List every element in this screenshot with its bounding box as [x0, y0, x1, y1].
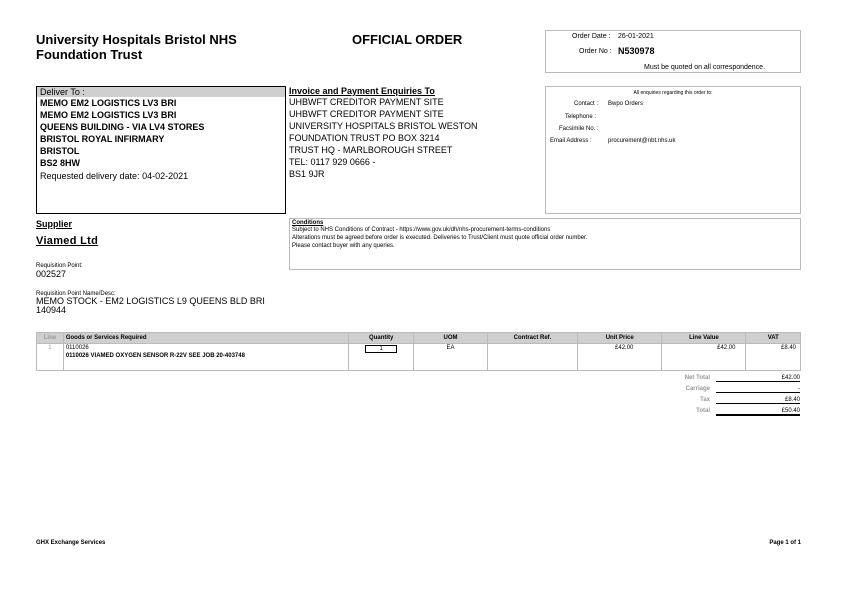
- total-value: £50.40: [716, 408, 800, 416]
- quote-note: Must be quoted on all correspondence.: [644, 64, 766, 71]
- col-unit-price: Unit Price: [578, 333, 662, 344]
- total-label: Total: [696, 408, 710, 414]
- table-header-row: [37, 333, 801, 344]
- order-info-box: [545, 30, 801, 73]
- net-total-label: Net Total: [684, 375, 710, 381]
- conditions-line: Please contact buyer with any queries.: [292, 243, 395, 249]
- conditions-box: [289, 218, 801, 270]
- net-total-value: £42.00: [716, 375, 800, 382]
- email-value: procurement@nbt.nhs.uk: [608, 138, 676, 144]
- conditions-heading: Conditions: [292, 220, 324, 226]
- enquiries-box: [545, 86, 801, 214]
- requisition-name-value: [36, 297, 265, 315]
- requisition-name-label: Requisition Point Name/Desc:: [36, 291, 116, 297]
- conditions-line: Alterations must be agreed before order is executed. Deliveries to Trust/Client must quote official order number.: [292, 235, 588, 241]
- item-code: 0110026: [65, 345, 89, 351]
- page-number: Page 1 of 1: [769, 540, 801, 546]
- tax-value: £8.40: [716, 397, 800, 404]
- deliver-line: BRISTOL: [40, 146, 80, 156]
- col-line: Line: [37, 333, 64, 344]
- deliver-address: [37, 97, 285, 169]
- supplier-name: Viamed Ltd: [36, 235, 99, 247]
- requisition-name-line1: MEMO STOCK - EM2 LOGISTICS L9 QUEENS BLD BRI: [36, 296, 265, 306]
- order-no-label: Order No :: [579, 48, 612, 55]
- organisation-name: [36, 32, 326, 62]
- deliver-line: MEMO EM2 LOGISTICS LV3 BRI: [40, 110, 177, 120]
- quantity-value: 1: [365, 345, 397, 353]
- invoice-enquiries: [289, 86, 545, 180]
- invoice-line: TEL: 0117 929 0666 -: [289, 157, 376, 167]
- order-date-label: Order Date :: [572, 33, 611, 40]
- invoice-line: UNIVERSITY HOSPITALS BRISTOL WESTON: [289, 121, 478, 131]
- cell-goods: [63, 344, 349, 371]
- requisition-name-line2: 140944: [36, 305, 67, 315]
- col-quantity: Quantity: [349, 333, 414, 344]
- cell-unit-price: £42.00: [578, 344, 662, 371]
- cell-line-value: £42.00: [662, 344, 746, 371]
- cell-contract: [488, 344, 578, 371]
- requisition-point-label: Requisition Point:: [36, 263, 83, 269]
- contact-value: Bwpo Orders: [608, 101, 644, 107]
- invoice-line: BS1 9JR: [289, 169, 325, 179]
- col-goods: Goods or Services Required: [63, 333, 349, 344]
- org-name-line1: University Hospitals Bristol NHS: [36, 32, 237, 47]
- order-no-value: N530978: [618, 46, 655, 56]
- col-contract: Contract Ref.: [488, 333, 578, 344]
- cell-quantity: [349, 344, 414, 371]
- email-label: Email Address :: [550, 138, 592, 144]
- col-uom: UOM: [413, 333, 487, 344]
- invoice-line: UHBWFT CREDITOR PAYMENT SITE: [289, 109, 444, 119]
- carriage-label: Carriage: [685, 386, 710, 392]
- table-row: [37, 344, 801, 371]
- invoice-line: UHBWFT CREDITOR PAYMENT SITE: [289, 97, 444, 107]
- item-description: 0110026 VIAMED OXYGEN SENSOR R-22V SEE JOB 20-403748: [65, 353, 245, 359]
- col-vat: VAT: [746, 333, 801, 344]
- requisition-point-value: 002527: [36, 269, 67, 279]
- deliver-to-heading: Deliver To :: [37, 87, 285, 97]
- document-title: OFFICIAL ORDER: [352, 32, 463, 47]
- conditions-line: Subject to NHS Conditions of Contract - https://www.gov.uk/dh/nhs-procurement-terms-conditions: [292, 227, 551, 233]
- facsimile-label: Facsimile No. :: [559, 126, 599, 132]
- invoice-line: FOUNDATION TRUST PO BOX 3214: [289, 133, 440, 143]
- cell-vat: £8.40: [746, 344, 801, 371]
- enquiries-title: All enquiries regarding this order to:: [633, 90, 713, 96]
- tax-label: Tax: [700, 397, 710, 403]
- requested-delivery-date: Requested delivery date: 04-02-2021: [40, 171, 189, 181]
- cell-uom: EA: [413, 344, 487, 371]
- telephone-label: Telephone :: [565, 114, 597, 120]
- deliver-line: BS2 8HW: [40, 158, 81, 168]
- carriage-value: -: [716, 386, 800, 393]
- supplier-heading: Supplier: [36, 219, 73, 229]
- order-date-value: 26-01-2021: [618, 33, 654, 40]
- contact-label: Contact :: [574, 101, 599, 107]
- deliver-line: BRISTOL ROYAL INFIRMARY: [40, 134, 165, 144]
- invoice-line: TRUST HQ - MARLBOROUGH STREET: [289, 145, 453, 155]
- cell-line: 1: [37, 344, 64, 371]
- footer-provider: GHX Exchange Services: [36, 540, 106, 546]
- invoice-heading: Invoice and Payment Enquiries To: [289, 86, 435, 96]
- deliver-to-box: [36, 86, 286, 214]
- deliver-line: MEMO EM2 LOGISTICS LV3 BRI: [40, 98, 177, 108]
- order-items-table: [36, 332, 801, 371]
- deliver-line: QUEENS BUILDING - VIA LV4 STORES: [40, 122, 205, 132]
- org-name-line2: Foundation Trust: [36, 47, 143, 62]
- col-line-value: Line Value: [662, 333, 746, 344]
